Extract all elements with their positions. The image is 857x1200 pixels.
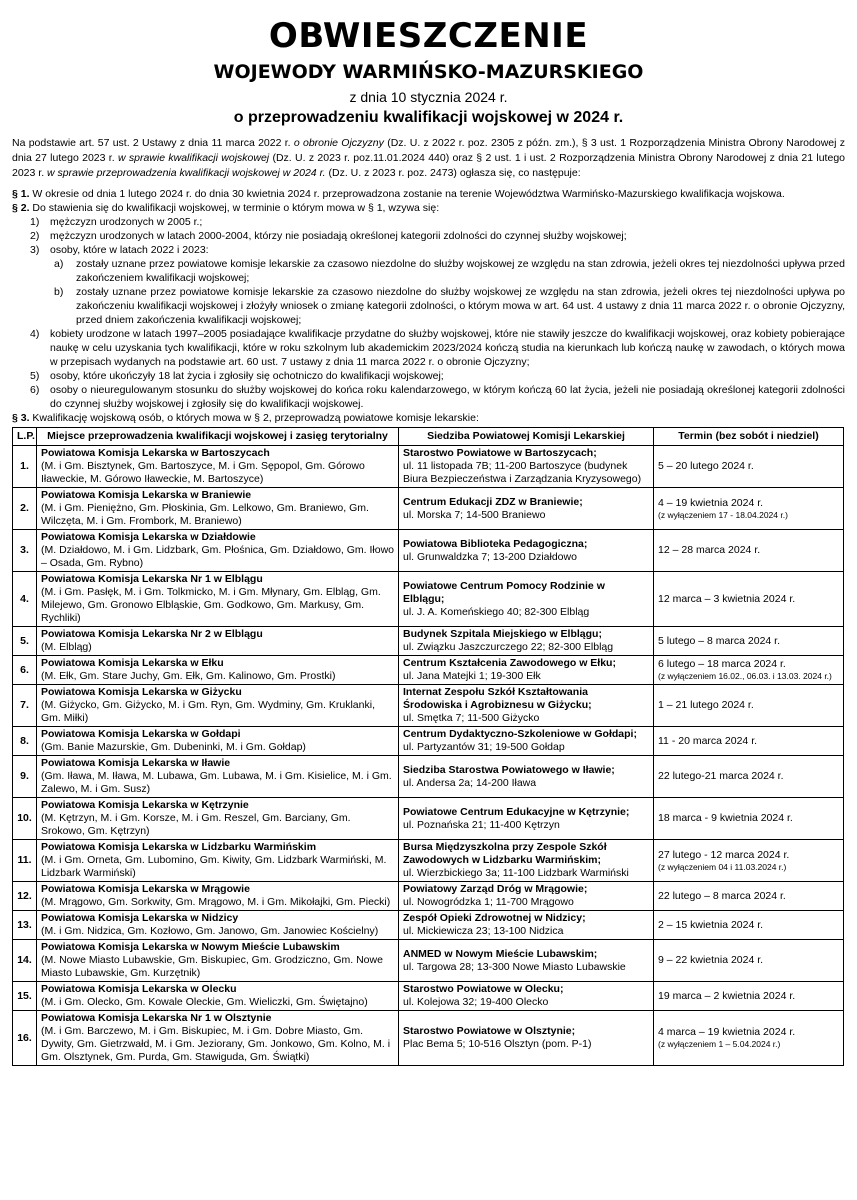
commission-cell — [37, 572, 399, 627]
commission-area: (Gm. Banie Mazurskie, Gm. Dubeninki, M. i Gm. Gołdap) — [41, 741, 306, 753]
seat-name: Zespół Opieki Zdrowotnej w Nidzicy; — [403, 912, 586, 924]
table-row — [13, 911, 844, 940]
table-body — [13, 446, 844, 1066]
commission-cell — [37, 840, 399, 882]
commission-name: Powiatowa Komisja Lekarska w Gołdapi — [41, 728, 241, 740]
row-number: 7. — [13, 685, 37, 727]
commission-name: Powiatowa Komisja Lekarska w Nowym Mieście Lubawskim — [41, 941, 340, 953]
seat-address: ul. Grunwaldzka 7; 13-200 Działdowo — [403, 550, 577, 563]
seat-name: Powiatowa Biblioteka Pedagogiczna; — [403, 537, 588, 550]
term-dates: 1 – 21 lutego 2024 r. — [658, 699, 754, 711]
seat-address: ul. Partyzantów 31; 19-500 Gołdap — [403, 741, 565, 753]
section-2: § 2. Do stawienia się do kwalifikacji wojskowej, w terminie o którym mowa w § 1, wzywa się: — [12, 202, 440, 214]
list-item: 5) osoby, które ukończyły 18 lat życia i zgłosiły się ochotniczo do kwalifikacji wojskowej; — [30, 370, 444, 382]
commission-area: (M. Mrągowo, Gm. Sorkwity, Gm. Mrągowo, M. i Gm. Mikołajki, Gm. Piecki) — [41, 896, 391, 908]
commission-cell — [37, 530, 399, 572]
col-header-seat: Siedziba Powiatowej Komisji Lekarskiej — [399, 428, 654, 446]
row-number: 4. — [13, 572, 37, 627]
term-exclusion-note: (z wyłączeniem 1 – 5.04.2024 r.) — [658, 1039, 781, 1049]
commission-name: Powiatowa Komisja Lekarska Nr 1 w Elblągu — [41, 573, 263, 585]
list-item: 2) mężczyzn urodzonych w latach 2000-2004, którzy nie posiadają określonej kategorii zdolności do czynnej służby wojskowej; — [30, 230, 627, 242]
term-cell — [654, 685, 844, 727]
term-dates: 6 lutego – 18 marca 2024 r. — [658, 658, 786, 670]
commission-area: (M. i Gm. Pasłęk, M. i Gm. Tolkmicko, M. i Gm. Młynary, Gm. Elbląg, Gm. Milejewo, Gm. Gronowo Elbląskie, Gm. Godkowo, Gm. Markusy, Gm. Rychliki) — [41, 586, 381, 624]
row-number: 14. — [13, 940, 37, 982]
term-dates: 11 - 20 marca 2024 r. — [658, 734, 758, 747]
term-dates: 18 marca - 9 kwietnia 2024 r. — [658, 812, 793, 824]
seat-name: ANMED w Nowym Mieście Lubawskim; — [403, 947, 598, 960]
term-dates: 12 – 28 marca 2024 r. — [658, 544, 761, 556]
commission-cell — [37, 446, 399, 488]
row-number: 15. — [13, 982, 37, 1011]
seat-cell — [399, 982, 654, 1011]
commission-name: Powiatowa Komisja Lekarska w Mrągowie — [41, 883, 250, 895]
term-cell — [654, 572, 844, 627]
commission-area: (M. i Gm. Olecko, Gm. Kowale Oleckie, Gm. Wieliczki, Gm. Świętajno) — [41, 996, 368, 1008]
document-subtitle: WOJEWODY WARMIŃSKO-MAZURSKIEGO — [213, 61, 644, 83]
seat-address: ul. Morska 7; 14-500 Braniewo — [403, 508, 546, 521]
legal-basis-paragraph: Na podstawie art. 57 ust. 2 Ustawy z dnia 11 marca 2022 r. o obronie Ojczyzny (Dz. U. z 2022 r. poz. 2305 z późn. zm.), § 3 ust. 1 Rozporządzenia Ministra Obrony Narodowej z dnia 27 lutego 2023 r. w sprawie kwalifikacji wojskowej (Dz. U. z 2023 r. poz.11.01.2024 440) oraz § 2 ust. 1 i ust. 2 Rozporządzenia Ministra Obrony Narodowej z dnia 21 lutego 2023 r. w sprawie przeprowadzenia kwalifikacji wojskowej w 2024 r. (Dz. U. z 2023 r. poz. 2473) ogłasza się, co następuje: — [12, 137, 845, 179]
commission-area: (M. Działdowo, M. i Gm. Lidzbark, Gm. Płośnica, Gm. Działdowo, Gm. Iłowo – Osada, Gm. Rybno) — [41, 544, 395, 569]
seat-address: Plac Bema 5; 10-516 Olsztyn (pom. P-1) — [403, 1038, 592, 1050]
document-date: z dnia 10 stycznia 2024 r. — [349, 89, 508, 105]
term-cell — [654, 756, 844, 798]
commission-name: Powiatowa Komisja Lekarska w Olecku — [41, 983, 237, 995]
table-row — [13, 882, 844, 911]
table-row — [13, 798, 844, 840]
row-number: 8. — [13, 727, 37, 756]
term-cell — [654, 656, 844, 685]
term-cell — [654, 798, 844, 840]
list-item: 3) osoby, które w latach 2022 i 2023: a) zostały uznane przez powiatowe komisje lekarskie za czasowo niezdolne do służby wojskowej ze względu na stan zdrowia, jeżeli okres tej niezdolności upływa przed zakończeniem kwalifikacji wojskowej; b) zostały uznane przez powiatowe komisje lekarskie za czasowo niezdolne do służby wojskowej ze względu na stan zdrowia, jeżeli okres tej niezdolności upływa po zakończeniu kwalifikacji wojskowej i złożyły wniosek o zmianę kategorii zdolności, o którym mowa w art. 64 ust. 4 ustawy z dnia 11 marca 2022 r. o obronie Ojczyzny, przed dniem zakończenia kwalifikacji wojskowej; — [30, 244, 845, 326]
summons-list — [12, 215, 845, 411]
term-cell — [654, 940, 844, 982]
table-row — [13, 572, 844, 627]
table-row — [13, 685, 844, 727]
term-cell — [654, 1011, 844, 1066]
term-exclusion-note: (z wyłączeniem 04 i 11.03.2024 r.) — [658, 861, 787, 872]
document-title: OBWIESZCZENIE — [268, 16, 589, 56]
seat-address: ul. Mickiewicza 23; 13-100 Nidzica — [403, 925, 564, 937]
commission-cell — [37, 1011, 399, 1066]
seat-cell — [399, 685, 654, 727]
commission-name: Powiatowa Komisja Lekarska w Działdowie — [41, 531, 256, 543]
term-cell — [654, 727, 844, 756]
commission-cell — [37, 727, 399, 756]
commission-area: (M. i Gm. Nidzica, Gm. Kozłowo, Gm. Janowo, Gm. Janowiec Kościelny) — [41, 925, 379, 937]
list-item: 1) mężczyzn urodzonych w 2005 r.; — [30, 216, 203, 228]
table-row — [13, 982, 844, 1011]
col-header-place: Miejsce przeprowadzenia kwalifikacji wojskowej i zasięg terytorialny — [37, 428, 399, 446]
commission-area: (M. Ełk, Gm. Stare Juchy, Gm. Ełk, Gm. Kalinowo, Gm. Prostki) — [41, 670, 336, 682]
table-header-row — [13, 428, 844, 446]
seat-address: ul. J. A. Komeńskiego 40; 82-300 Elbląg — [403, 605, 590, 618]
seat-name: Budynek Szpitala Miejskiego w Elblągu; — [403, 628, 602, 640]
term-dates: 12 marca – 3 kwietnia 2024 r. — [658, 592, 796, 605]
commission-area: (M. Elbląg) — [41, 641, 92, 653]
table-row — [13, 656, 844, 685]
commission-cell — [37, 911, 399, 940]
table-row — [13, 1011, 844, 1066]
seat-cell — [399, 756, 654, 798]
commission-name: Powiatowa Komisja Lekarska w Bartoszycach — [41, 447, 270, 459]
seat-cell — [399, 798, 654, 840]
seat-address: ul. 11 listopada 7B; 11-200 Bartoszyce (budynek Biura Bezpieczeństwa i Zarządzania Kryzysowego) — [403, 460, 642, 485]
commission-cell — [37, 685, 399, 727]
commission-cell — [37, 882, 399, 911]
term-cell — [654, 911, 844, 940]
term-exclusion-note: (z wyłączeniem 17 - 18.04.2024 r.) — [658, 509, 788, 520]
seat-cell — [399, 627, 654, 656]
commission-area: (M. Nowe Miasto Lubawskie, Gm. Biskupiec, Gm. Grodziczno, Gm. Nowe Miasto Lubawskie, Gm. Kurzętnik) — [41, 954, 383, 979]
seat-address: ul. Poznańska 21; 11-400 Kętrzyn — [403, 818, 560, 831]
row-number: 5. — [13, 627, 37, 656]
table-row — [13, 840, 844, 882]
term-dates: 22 lutego-21 marca 2024 r. — [658, 770, 784, 782]
row-number: 3. — [13, 530, 37, 572]
commission-area: (Gm. Iława, M. Iława, M. Lubawa, Gm. Lubawa, M. i Gm. Kisielice, M. i Gm. Zalewo, M. i Gm. Susz) — [41, 770, 392, 795]
row-number: 16. — [13, 1011, 37, 1066]
term-cell — [654, 840, 844, 882]
table-row — [13, 446, 844, 488]
commission-name: Powiatowa Komisja Lekarska w Iławie — [41, 757, 231, 769]
commission-name: Powiatowa Komisja Lekarska w Nidzicy — [41, 912, 239, 924]
commission-cell — [37, 798, 399, 840]
commission-name: Powiatowa Komisja Lekarska w Lidzbarku Warmińskim — [41, 841, 317, 853]
row-number: 2. — [13, 488, 37, 530]
seat-address: ul. Nowogródzka 1; 11-700 Mrągowo — [403, 896, 574, 908]
seat-cell — [399, 656, 654, 685]
section-1: § 1. W okresie od dnia 1 lutego 2024 r. do dnia 30 kwietnia 2024 r. przeprowadzona zostanie na terenie Województwa Warmińsko-Mazurskiego kwalifikacja wojskowa. — [12, 188, 785, 200]
seat-cell — [399, 530, 654, 572]
seat-cell — [399, 882, 654, 911]
term-cell — [654, 530, 844, 572]
seat-address: ul. Kolejowa 32; 19-400 Olecko — [403, 996, 549, 1008]
commission-cell — [37, 488, 399, 530]
commission-area: (M. i Gm. Bisztynek, Gm. Bartoszyce, M. i Gm. Sępopol, Gm. Górowo Iławeckie, M. Górowo Iławeckie, M. Bartoszyce) — [41, 460, 365, 485]
row-number: 6. — [13, 656, 37, 685]
seat-name: Powiatowy Zarząd Dróg w Mrągowie; — [403, 883, 588, 895]
term-dates: 4 marca – 19 kwietnia 2024 r. — [658, 1026, 796, 1038]
seat-address: ul. Wierzbickiego 3a; 11-100 Lidzbark Warmiński — [403, 867, 629, 879]
table-row — [13, 488, 844, 530]
col-header-term: Termin (bez sobót i niedziel) — [654, 428, 844, 446]
commission-name: Powiatowa Komisja Lekarska w Braniewie — [41, 489, 252, 501]
seat-address: ul. Andersa 2a; 14-200 Iława — [403, 776, 537, 789]
row-number: 13. — [13, 911, 37, 940]
term-dates: 2 – 15 kwietnia 2024 r. — [658, 918, 764, 931]
term-dates: 22 lutego – 8 marca 2024 r. — [658, 889, 786, 902]
seat-address: ul. Smętka 7; 11-500 Giżycko — [403, 712, 540, 724]
sublist-item: a) zostały uznane przez powiatowe komisje lekarskie za czasowo niezdolne do służby wojskowej ze względu na stan zdrowia, jeżeli okres tej niezdolności upływa przed zakończeniem kwalifikacji wojskowej; — [54, 258, 845, 284]
seat-cell — [399, 727, 654, 756]
seat-name: Starostwo Powiatowe w Olecku; — [403, 983, 564, 995]
term-cell — [654, 488, 844, 530]
commission-area: (M. Giżycko, Gm. Giżycko, M. i Gm. Ryn, Gm. Wydminy, Gm. Kruklanki, Gm. Miłki) — [41, 699, 375, 724]
seat-address: ul. Targowa 28; 13-300 Nowe Miasto Lubawskie — [403, 960, 626, 973]
commission-area: (M. Kętrzyn, M. i Gm. Korsze, M. i Gm. Reszel, Gm. Barciany, Gm. Srokowo, Gm. Kętrzyn) — [41, 812, 351, 837]
seat-name: Starostwo Powiatowe w Olsztynie; — [403, 1025, 576, 1037]
table-row — [13, 727, 844, 756]
seat-cell — [399, 572, 654, 627]
term-dates: 19 marca – 2 kwietnia 2024 r. — [658, 989, 796, 1002]
term-cell — [654, 882, 844, 911]
row-number: 9. — [13, 756, 37, 798]
seat-cell — [399, 446, 654, 488]
table-row — [13, 627, 844, 656]
commission-cell — [37, 982, 399, 1011]
row-number: 11. — [13, 840, 37, 882]
commission-area: (M. i Gm. Barczewo, M. i Gm. Biskupiec, M. i Gm. Dobre Miasto, Gm. Dywity, Gm. Gietrzwałd, M. i Gm. Jeziorany, Gm. Jonkowo, Gm. Kolno, M. i Gm. Olsztynek, Gm. Purda, Gm. Stawiguda, Gm. Świątki) — [41, 1025, 391, 1063]
seat-name: Starostwo Powiatowe w Bartoszycach; — [403, 447, 597, 459]
commission-name: Powiatowa Komisja Lekarska w Giżycku — [41, 686, 242, 698]
term-dates: 5 lutego – 8 marca 2024 r. — [658, 634, 780, 647]
list-item: 6) osoby o nieuregulowanym stosunku do służby wojskowej do końca roku kalendarzowego, w którym kończą 60 lat życia, jeżeli nie posiadają określonej kategorii zdolności do czynnej służby wojskowej i zgłosiły się do kwalifikacji wojskowej. — [30, 384, 845, 410]
term-dates: 4 – 19 kwietnia 2024 r. — [658, 496, 764, 509]
row-number: 1. — [13, 446, 37, 488]
seat-address: ul. Jana Matejki 1; 19-300 Ełk — [403, 670, 541, 682]
list-item: 4) kobiety urodzone w latach 1997–2005 posiadające kwalifikacje przydatne do służby wojskowej, które nie stawiły jeszcze do kwalifikacji wojskowej, oraz kobiety pobierające naukę w celu uzyskania tych kwalifikacji, które w roku szkolnym lub akademickim 2023/2024 kończą studia na kierunkach lub kończą naukę w zawodach, o których mowa w przepisach wydanych na podstawie art. 60 ust. 7 ustawy z dnia 11 marca 2022 r. o obronie Ojczyzny; — [30, 328, 845, 368]
term-dates: 9 – 22 kwietnia 2024 r. — [658, 954, 764, 966]
commission-name: Powiatowa Komisja Lekarska w Kętrzynie — [41, 799, 249, 811]
seat-name: Centrum Edukacji ZDZ w Braniewie; — [403, 495, 583, 508]
table-row — [13, 756, 844, 798]
commission-cell — [37, 940, 399, 982]
term-cell — [654, 982, 844, 1011]
commission-cell — [37, 756, 399, 798]
document-subject: o przeprowadzeniu kwalifikacji wojskowej w 2024 r. — [233, 109, 624, 126]
seat-cell — [399, 911, 654, 940]
seat-cell — [399, 940, 654, 982]
seat-name: Internat Zespołu Szkół Kształtowania Środowiska i Agrobiznesu w Giżycku; — [403, 686, 592, 711]
commission-cell — [37, 627, 399, 656]
col-header-lp: L.P. — [13, 428, 37, 446]
section-3: § 3. Kwalifikację wojskową osób, o których mowa w § 2, przeprowadzą powiatowe komisje lekarskie: — [12, 412, 479, 424]
commission-area: (M. i Gm. Orneta, Gm. Lubomino, Gm. Kiwity, Gm. Lidzbark Warmiński, M. Lidzbark Warmiński) — [41, 854, 387, 879]
commission-name: Powiatowa Komisja Lekarska Nr 1 w Olsztynie — [41, 1012, 272, 1024]
commission-name: Powiatowa Komisja Lekarska w Ełku — [41, 657, 224, 669]
term-dates: 5 – 20 lutego 2024 r. — [658, 460, 754, 472]
commissions-table — [12, 427, 844, 1066]
term-dates: 27 lutego - 12 marca 2024 r. — [658, 848, 790, 861]
seat-cell — [399, 840, 654, 882]
seat-name: Powiatowe Centrum Pomocy Rodzinie w Elblągu; — [403, 579, 605, 605]
seat-name: Siedziba Starostwa Powiatowego w Iławie; — [403, 763, 615, 776]
term-cell — [654, 627, 844, 656]
seat-name: Powiatowe Centrum Edukacyjne w Kętrzynie; — [403, 805, 630, 818]
seat-name: Centrum Dydaktyczno-Szkoleniowe w Gołdapi; — [403, 728, 637, 740]
sublist-item: b) zostały uznane przez powiatowe komisje lekarskie za czasowo niezdolne do służby wojskowej ze względu na stan zdrowia, jeżeli okres tej niezdolności upływa po zakończeniu kwalifikacji wojskowej i złożyły wniosek o zmianę kategorii zdolności, o którym mowa w art. 64 ust. 4 ustawy z dnia 11 marca 2022 r. o obronie Ojczyzny, przed dniem zakończenia kwalifikacji wojskowej; — [54, 286, 845, 326]
row-number: 12. — [13, 882, 37, 911]
commission-area: (M. i Gm. Pieniężno, Gm. Płoskinia, Gm. Lelkowo, Gm. Braniewo, Gm. Wilczęta, M. i Gm. Frombork, M. Braniewo) — [41, 502, 369, 527]
seat-cell — [399, 1011, 654, 1066]
table-row — [13, 530, 844, 572]
commission-cell — [37, 656, 399, 685]
commission-name: Powiatowa Komisja Lekarska Nr 2 w Elblągu — [41, 628, 263, 640]
seat-name: Centrum Kształcenia Zawodowego w Ełku; — [403, 657, 616, 669]
term-exclusion-note: (z wyłączeniem 16.02., 06.03. i 13.03. 2024 r.) — [658, 671, 832, 681]
seat-address: ul. Związku Jaszczurczego 22; 82-300 Elbląg — [403, 641, 614, 653]
table-row — [13, 940, 844, 982]
row-number: 10. — [13, 798, 37, 840]
sublist — [50, 257, 845, 327]
term-cell — [654, 446, 844, 488]
seat-name: Bursa Międzyszkolna przy Zespole Szkół Zawodowych w Lidzbarku Warmińskim; — [403, 841, 607, 866]
seat-cell — [399, 488, 654, 530]
